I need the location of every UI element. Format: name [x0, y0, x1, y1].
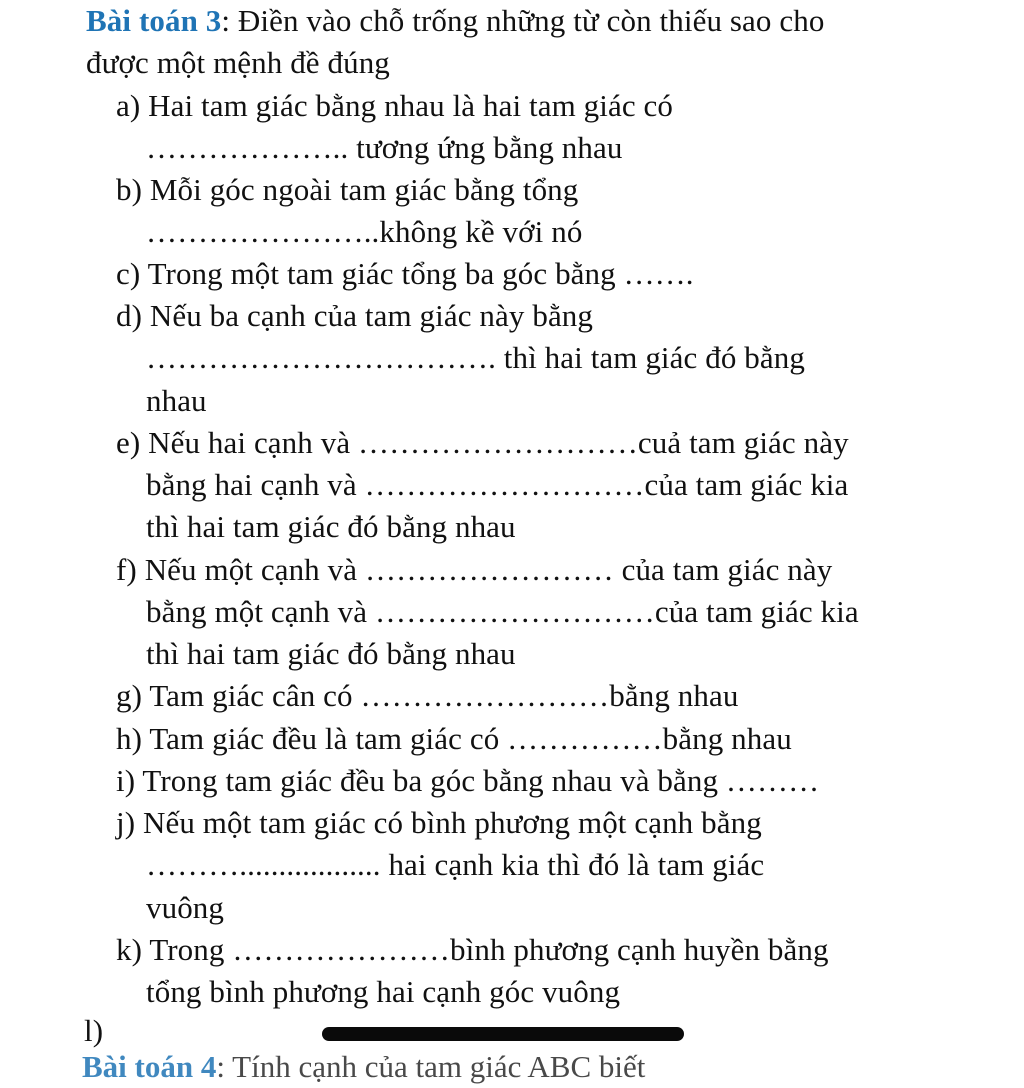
next-problem-label: Bài toán 4 [82, 1049, 217, 1084]
next-problem-heading [82, 1046, 645, 1088]
item-c-line1: c) Trong một tam giác tổng ba góc bằng ……. [116, 256, 694, 291]
next-problem-text: : Tính cạnh của tam giác ABC biết [216, 1049, 646, 1084]
problem-label: Bài toán 3 [86, 3, 222, 38]
item-b-line2: …………………..không kề với nó [146, 214, 583, 249]
problem-prompt: : Điền vào chỗ trống những từ còn thiếu sao cho [221, 3, 825, 38]
item-g-line1: g) Tam giác cân có ……………………bằng nhau [116, 678, 739, 713]
item-d-line3: nhau [146, 383, 207, 418]
item-d-line1: d) Nếu ba cạnh của tam giác này bằng [116, 298, 594, 333]
item-j-line2: ……….................. hai cạnh kia thì đó là tam giác [146, 847, 765, 882]
item-b-line1: b) Mỗi góc ngoài tam giác bằng tổng [116, 172, 579, 207]
item-a-line2: ……………….. tương ứng bằng nhau [146, 130, 623, 165]
item-l-line1: l) [84, 1013, 104, 1048]
home-indicator-bar[interactable] [322, 1027, 684, 1041]
item-e-line2: bằng hai cạnh và ………………………của tam giác kia [146, 467, 849, 502]
item-j-line3: vuông [146, 890, 224, 925]
item-j-line1: j) Nếu một tam giác có bình phương một cạnh bằng [116, 805, 762, 840]
problem-heading [86, 0, 824, 42]
item-e-line1: e) Nếu hai cạnh và ………………………cuả tam giác này [116, 425, 849, 460]
item-d-line2: ……………………………. thì hai tam giác đó bằng [146, 340, 805, 375]
item-e-line3: thì hai tam giác đó bằng nhau [146, 509, 516, 544]
item-f-line1: f) Nếu một cạnh và …………………… của tam giác này [116, 552, 833, 587]
item-k-line2: tổng bình phương hai cạnh góc vuông [146, 974, 621, 1009]
item-f-line3: thì hai tam giác đó bằng nhau [146, 636, 516, 671]
item-h-line1: h) Tam giác đều là tam giác có ……………bằng nhau [116, 721, 792, 756]
item-i-line1: i) Trong tam giác đều ba góc bằng nhau và bằng ……… [116, 763, 820, 798]
item-k-line1: k) Trong …………………bình phương cạnh huyền bằng [116, 932, 829, 967]
item-a-line1: a) Hai tam giác bằng nhau là hai tam giác có [116, 88, 673, 123]
item-f-line2: bằng một cạnh và ………………………của tam giác kia [146, 594, 859, 629]
problem-prompt-continued: được một mệnh đề đúng [86, 45, 390, 80]
